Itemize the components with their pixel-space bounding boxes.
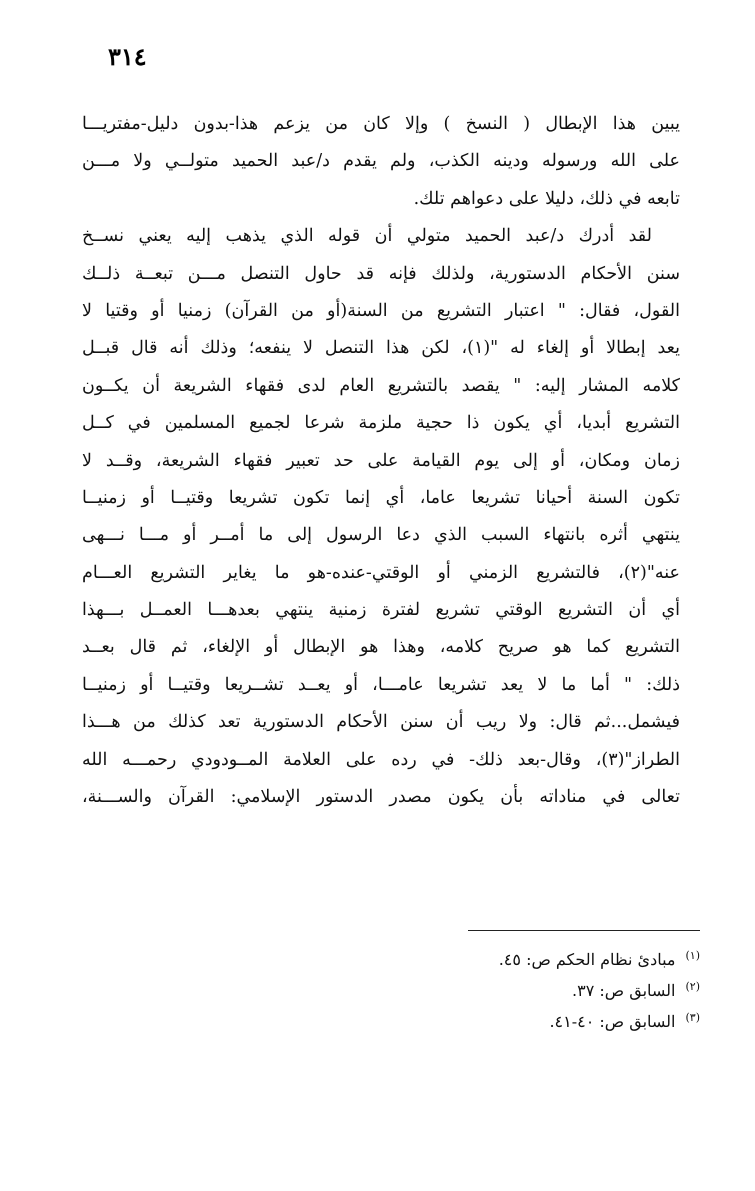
text-line: كلامه المشار إليه: " يقصد بالتشريع العام لدى فقهاء الشريعة أن يكــون (82, 375, 680, 396)
body-text (82, 106, 680, 816)
footnote-text: السابق ص: ٣٧. (572, 981, 676, 1000)
text-line: الطراز"(٣)، وقال-بعد ذلك- في رده على العلامة المــودودي رحمـــه الله (82, 749, 680, 770)
page-number: ٣١٤ (108, 42, 147, 71)
text-line: ذلك: " أما ما لا يعد تشريعا عامـــا، أو يعــد تشــريعا وقتيــا أو زمنيــا (82, 674, 680, 695)
footnote-marker: (١) (685, 948, 700, 962)
text-line: ينتهي أثره بانتهاء السبب الذي دعا الرسول إلى ما أمــر أو مـــا نـــهى (82, 525, 680, 546)
text-line: لقد أدرك د/عبد الحميد متولي أن قوله الذي يذهب إليه يعني نســخ (82, 226, 652, 247)
footnote-1 (300, 944, 700, 975)
text-line: أي أن التشريع الوقتي تشريع لفترة زمنية ينتهي بعدهـــا العمــل بـــهذا (82, 600, 680, 621)
footnote-3 (300, 1006, 700, 1037)
text-line: عنه"(٢)، فالتشريع الزمني أو الوقتي-عنده-هو ما يغاير التشريع العـــام (82, 562, 680, 583)
text-line: على الله ورسوله ودينه الكذب، ولم يقدم د/عبد الحميد متولــي ولا مـــن (82, 151, 680, 172)
footnote-2 (300, 975, 700, 1006)
text-line: التشريع كما هو صريح كلامه، وهذا هو الإبطال أو الإلغاء، ثم قال بعــد (82, 637, 680, 658)
text-line: تابعه في ذلك، دليلا على دعواهم تلك. (413, 188, 680, 209)
text-line: تكون السنة أحيانا تشريعا عاما، أي إنما تكون تشريعا وقتيــا أو زمنيــا (82, 487, 680, 508)
footnote-divider (468, 930, 700, 931)
text-line: فيشمل...ثم قال: ولا ريب أن سنن الأحكام الدستورية تعد كذلك من هـــذا (82, 712, 680, 733)
footnote-marker: (٢) (685, 979, 700, 993)
text-line: يعد إبطالا أو إلغاء له "(١)، لكن هذا التنصل لا ينفعه؛ وذلك أنه قال قبــل (82, 338, 680, 359)
text-line: تعالى في مناداته بأن يكون مصدر الدستور الإسلامي: القرآن والســـنة، (82, 787, 680, 808)
text-line: القول، فقال: " اعتبار التشريع من السنة(أو من القرآن) زمنيا أو وقتيا لا (82, 300, 680, 321)
text-line: يبين هذا الإبطال ( النسخ ) وإلا كان من يزعم هذا-بدون دليل-مفتريـــا (82, 114, 680, 134)
text-line: زمان ومكان، أو إلى يوم القيامة على حد تعبير فقهاء الشريعة، وقــد لا (82, 450, 680, 471)
footnote-marker: (٣) (685, 1010, 700, 1024)
text-line: التشريع أبديا، أي يكون ذا حجية ملزمة شرعا لجميع المسلمين في كــل (82, 413, 680, 434)
footnotes (300, 944, 700, 1037)
footnote-text: مبادئ نظام الحكم ص: ٤٥. (498, 950, 676, 969)
text-line: سنن الأحكام الدستورية، ولذلك فإنه قد حاول التنصل مـــن تبعــة ذلــك (82, 263, 680, 284)
footnote-text: السابق ص: ٤٠-٤١. (549, 1012, 676, 1031)
